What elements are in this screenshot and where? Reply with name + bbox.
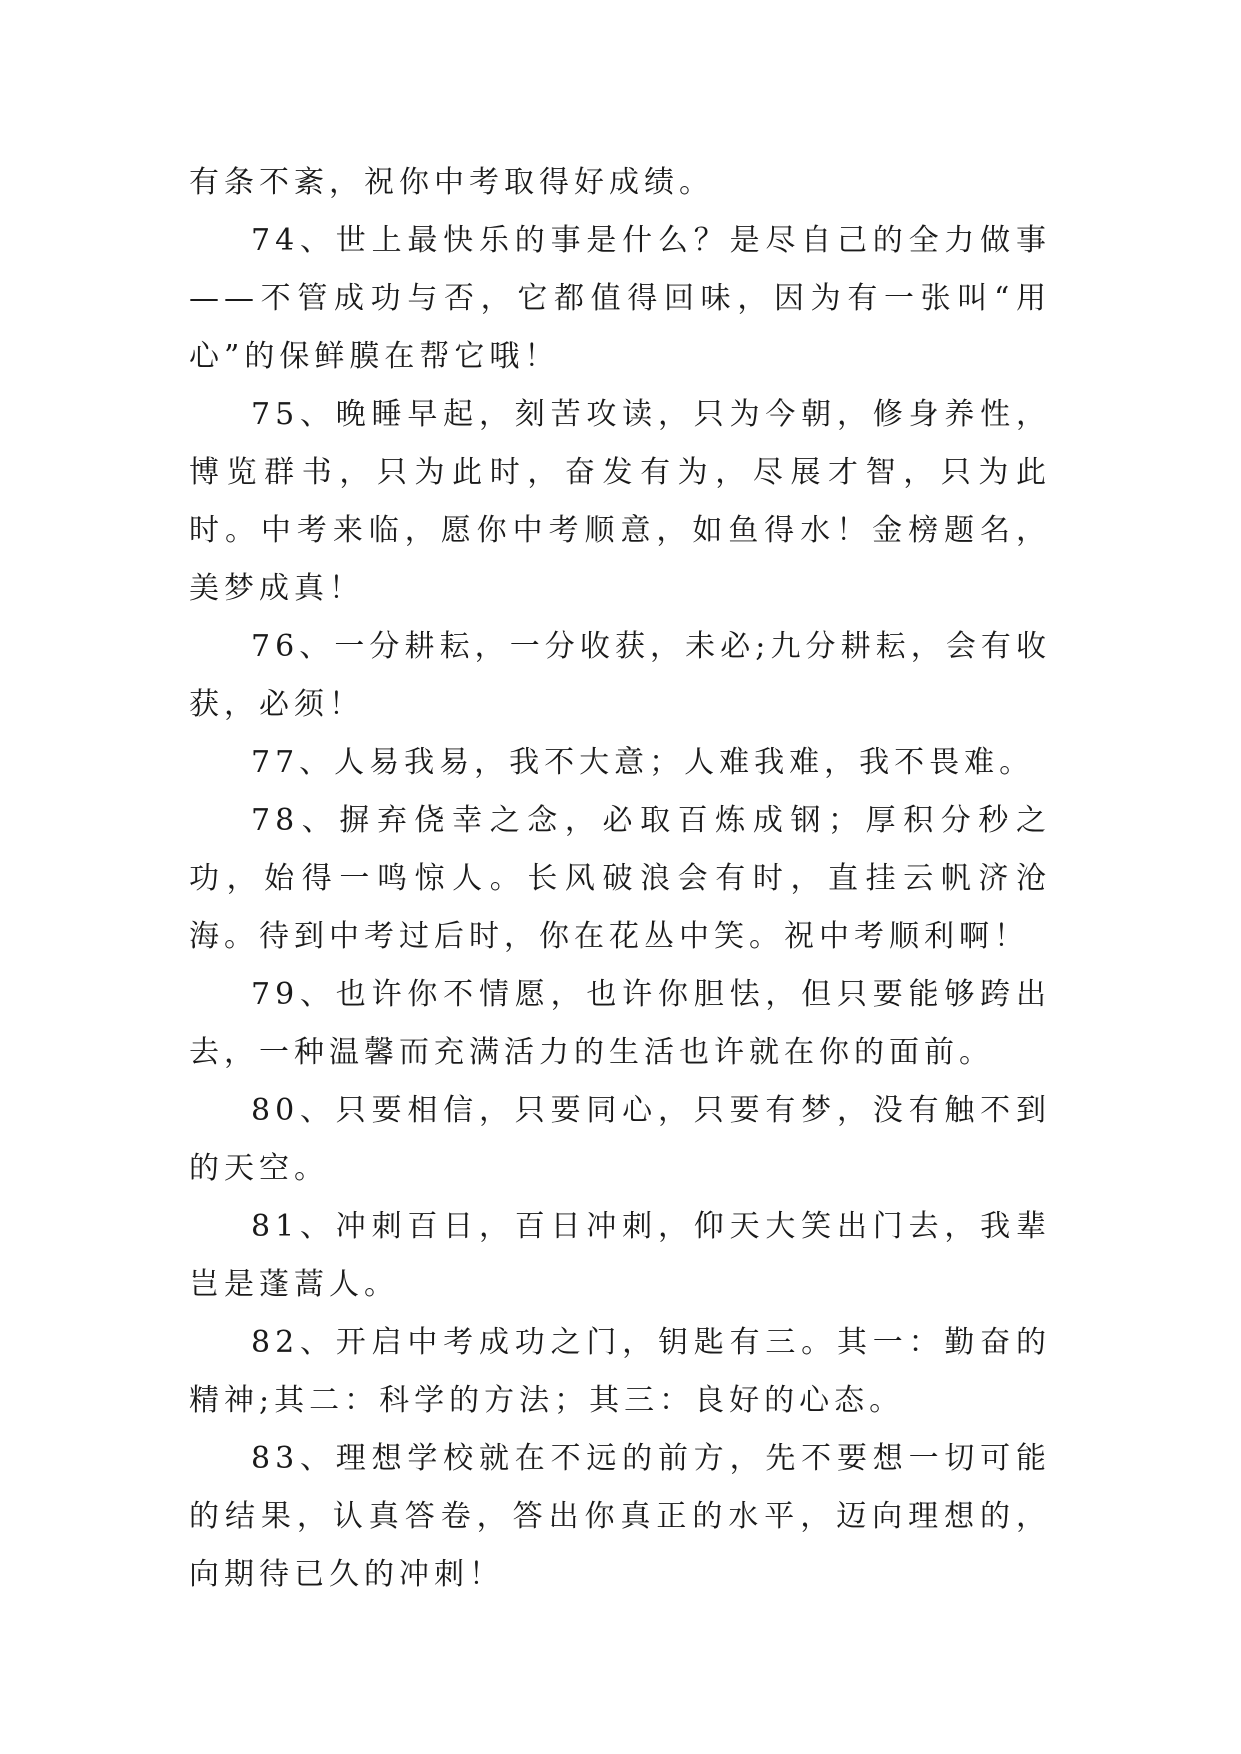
paragraph-77: 77、人易我易，我不大意；人难我难，我不畏难。 (251, 745, 1035, 780)
paragraph-82: 82、开启中考成功之门，钥匙有三。其一：勤奋的精神;其二：科学的方法；其三：良好的心态。 (189, 1325, 1051, 1418)
paragraph-76: 76、一分耕耘，一分收获，未必;九分耕耘，会有收获，必须！ (189, 629, 1051, 722)
paragraph-78: 78、摒弃侥幸之念，必取百炼成钢；厚积分秒之功，始得一鸣惊人。长风破浪会有时，直挂云帆济沧海。待到中考过后时，你在花丛中笑。祝中考顺利啊！ (189, 803, 1051, 954)
paragraph-75: 75、晚睡早起，刻苦攻读，只为今朝，修身养性，博览群书，只为此时，奋发有为，尽展才智，只为此时。中考来临，愿你中考顺意，如鱼得水！金榜题名，美梦成真！ (189, 397, 1051, 606)
document-page (189, 154, 1051, 1604)
paragraph-81: 81、冲刺百日，百日冲刺，仰天大笑出门去，我辈岂是蓬蒿人。 (189, 1209, 1051, 1302)
paragraph-83: 83、理想学校就在不远的前方，先不要想一切可能的结果，认真答卷，答出你真正的水平，迈向理想的，向期待已久的冲刺！ (189, 1441, 1051, 1592)
paragraph-80: 80、只要相信，只要同心，只要有梦，没有触不到的天空。 (189, 1093, 1051, 1186)
paragraph-continued: 有条不紊，祝你中考取得好成绩。 (189, 165, 714, 200)
paragraph-74: 74、世上最快乐的事是什么？是尽自己的全力做事——不管成功与否，它都值得回味，因为有一张叫“用心”的保鲜膜在帮它哦！ (189, 223, 1051, 374)
paragraph-79: 79、也许你不情愿，也许你胆怯，但只要能够跨出去，一种温馨而充满活力的生活也许就在你的面前。 (189, 977, 1051, 1070)
